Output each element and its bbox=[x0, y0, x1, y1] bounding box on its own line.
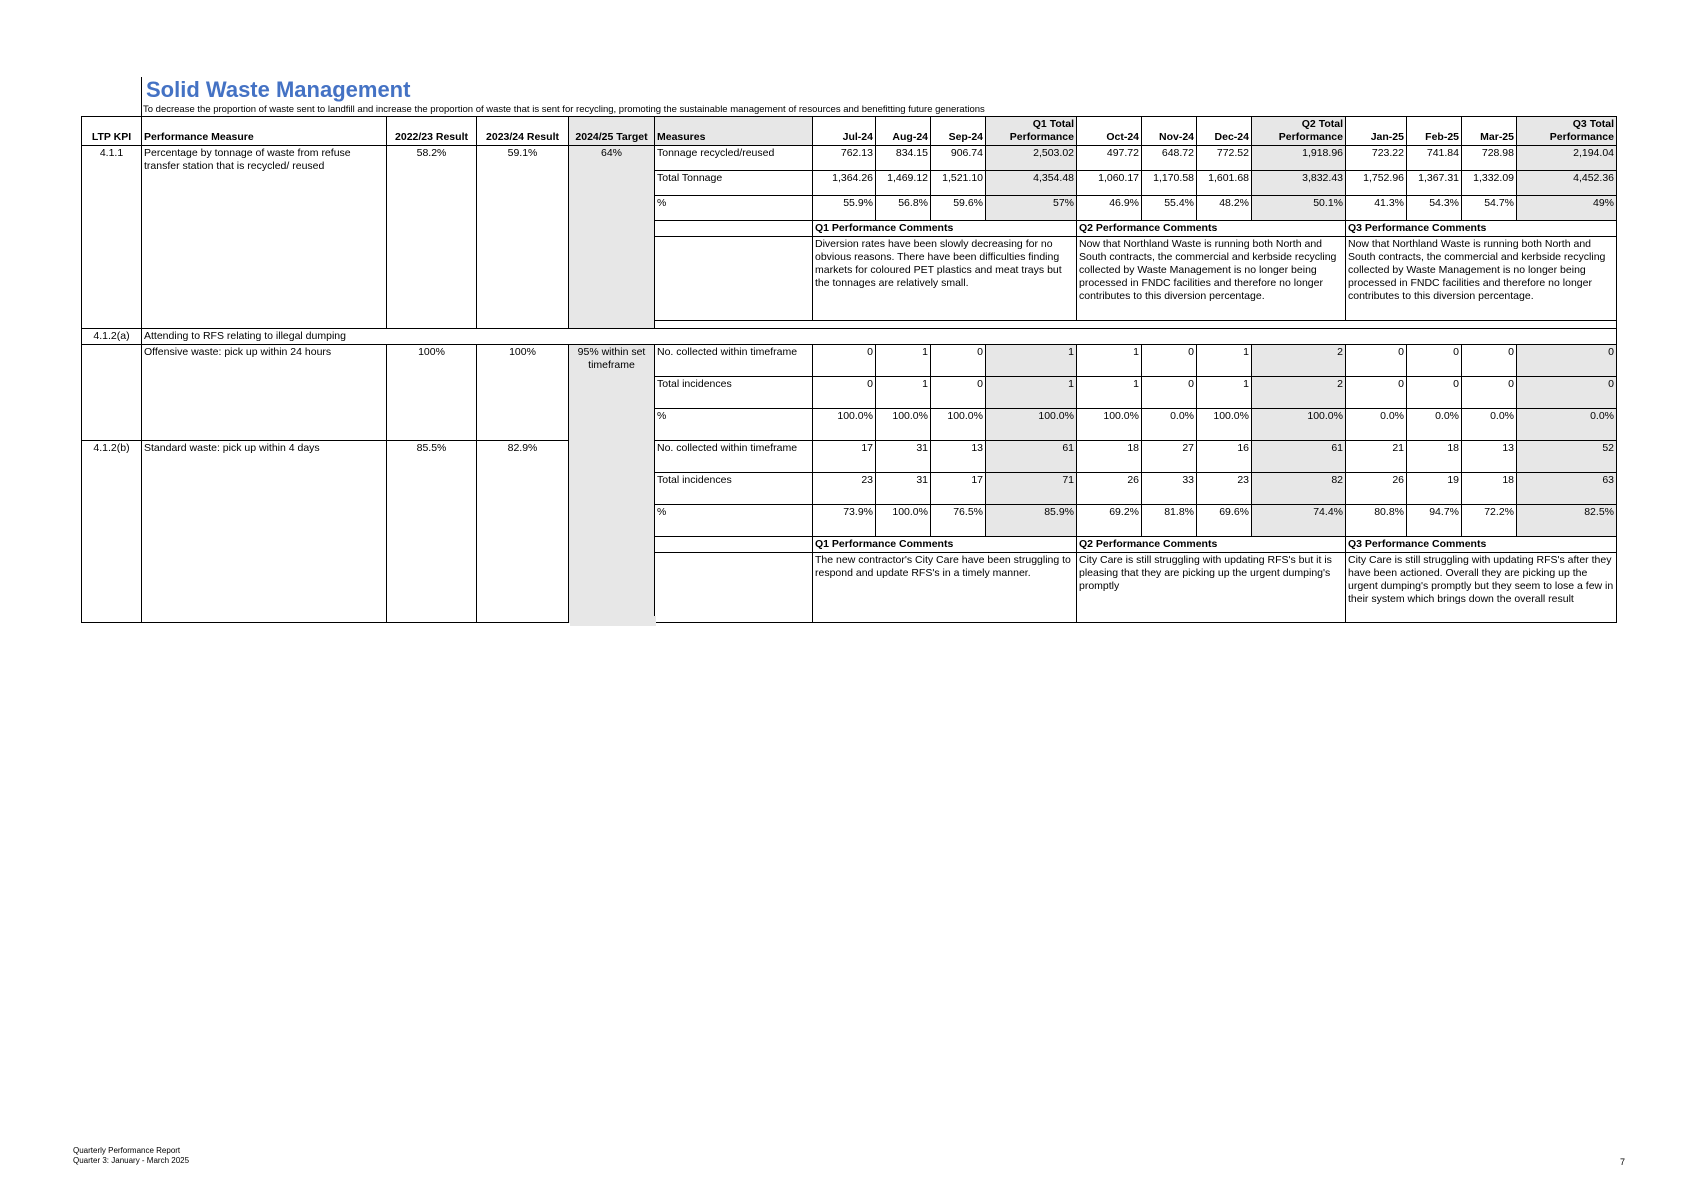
cell-value: 16 bbox=[1197, 441, 1252, 473]
cell-value: 48.2% bbox=[1197, 196, 1252, 221]
cell-value: 0 bbox=[1407, 345, 1462, 377]
cell-value: 71 bbox=[986, 473, 1077, 505]
cell-value: 61 bbox=[1252, 441, 1346, 473]
cell-value: 0.0% bbox=[1517, 409, 1617, 441]
footer-report-name: Quarterly Performance Report bbox=[73, 1146, 181, 1155]
measure-label: Tonnage recycled/reused bbox=[655, 146, 813, 171]
q2-comment: City Care is still struggling with updating RFS's but it is pleasing that they are picking up the urgent dumping's promptly bbox=[1077, 553, 1346, 623]
result-2023-24: 59.1% bbox=[477, 146, 569, 321]
cell-value: 18 bbox=[1407, 441, 1462, 473]
cell-value: 0.0% bbox=[1346, 409, 1407, 441]
cell-value: 2 bbox=[1252, 345, 1346, 377]
cell-value: 772.52 bbox=[1197, 146, 1252, 171]
cell-value: 59.6% bbox=[931, 196, 986, 221]
cell-value: 80.8% bbox=[1346, 505, 1407, 537]
kpi-measure: Offensive waste: pick up within 24 hours bbox=[142, 345, 387, 441]
cell-value: 17 bbox=[931, 473, 986, 505]
cell-value: 100.0% bbox=[1252, 409, 1346, 441]
cell-value: 0 bbox=[1462, 345, 1517, 377]
measure-spacer bbox=[655, 237, 813, 321]
cell-value: 33 bbox=[1142, 473, 1197, 505]
cell-value: 31 bbox=[876, 441, 931, 473]
page-number: 7 bbox=[1620, 1157, 1626, 1167]
cell-value: 0 bbox=[1346, 345, 1407, 377]
cell-value: 23 bbox=[813, 473, 876, 505]
col-q2-total: Q2 Total Performance bbox=[1252, 117, 1346, 146]
cell-value: 1,469.12 bbox=[876, 171, 931, 196]
cell-value: 1 bbox=[1077, 377, 1142, 409]
cell-value: 41.3% bbox=[1346, 196, 1407, 221]
cell-value: 69.6% bbox=[1197, 505, 1252, 537]
cell-value: 74.4% bbox=[1252, 505, 1346, 537]
cell-value: 0 bbox=[1407, 377, 1462, 409]
target-2024-25: 95% within set timeframe bbox=[569, 345, 655, 623]
cell-value: 1 bbox=[986, 345, 1077, 377]
cell-value: 100.0% bbox=[813, 409, 876, 441]
q1-comments-heading: Q1 Performance Comments bbox=[813, 221, 1077, 237]
cell-value: 100.0% bbox=[1077, 409, 1142, 441]
section-heading-row bbox=[82, 329, 1617, 345]
cell-value: 1 bbox=[1197, 345, 1252, 377]
cell-value: 1,060.17 bbox=[1077, 171, 1142, 196]
kpi-measure: Percentage by tonnage of waste from refuse transfer station that is recycled/ reused bbox=[142, 146, 387, 321]
cell-value: 723.22 bbox=[1346, 146, 1407, 171]
cell-value: 1,521.10 bbox=[931, 171, 986, 196]
cell-value: 1,367.31 bbox=[1407, 171, 1462, 196]
col-2024-25-target: 2024/25 Target bbox=[569, 117, 655, 146]
cell-value: 26 bbox=[1346, 473, 1407, 505]
cell-value: 26 bbox=[1077, 473, 1142, 505]
cell-value: 2 bbox=[1252, 377, 1346, 409]
cell-value: 49% bbox=[1517, 196, 1617, 221]
cell-value: 1 bbox=[876, 377, 931, 409]
cell-value: 0 bbox=[931, 345, 986, 377]
result-2023-24: 82.9% bbox=[477, 441, 569, 623]
col-aug-24: Aug-24 bbox=[876, 117, 931, 146]
cell-value: 69.2% bbox=[1077, 505, 1142, 537]
cell-value: 54.7% bbox=[1462, 196, 1517, 221]
cell-value: 61 bbox=[986, 441, 1077, 473]
cell-value: 85.9% bbox=[986, 505, 1077, 537]
cell-value: 1,170.58 bbox=[1142, 171, 1197, 196]
cell-value: 82 bbox=[1252, 473, 1346, 505]
cell-value: 27 bbox=[1142, 441, 1197, 473]
cell-value: 1,918.96 bbox=[1252, 146, 1346, 171]
cell-value: 13 bbox=[931, 441, 986, 473]
cell-value: 100.0% bbox=[931, 409, 986, 441]
cell-value: 17 bbox=[813, 441, 876, 473]
measure-spacer bbox=[655, 221, 813, 237]
cell-value: 0 bbox=[1142, 345, 1197, 377]
cell-value: 2,194.04 bbox=[1517, 146, 1617, 171]
header-row bbox=[82, 117, 1617, 146]
kpi-id: 4.1.2(a) bbox=[82, 329, 142, 345]
cell-value: 497.72 bbox=[1077, 146, 1142, 171]
cell-value: 100.0% bbox=[876, 505, 931, 537]
col-sep-24: Sep-24 bbox=[931, 117, 986, 146]
cell-value: 834.15 bbox=[876, 146, 931, 171]
col-measures: Measures bbox=[655, 117, 813, 146]
cell-value: 2,503.02 bbox=[986, 146, 1077, 171]
footer-quarter: Quarter 3: January - March 2025 bbox=[73, 1156, 190, 1165]
cell-value: 0.0% bbox=[1462, 409, 1517, 441]
col-ltp-kpi: LTP KPI bbox=[82, 117, 142, 146]
cell-value: 13 bbox=[1462, 441, 1517, 473]
measure-label: % bbox=[655, 196, 813, 221]
cell-value: 0.0% bbox=[1407, 409, 1462, 441]
cell-value: 4,452.36 bbox=[1517, 171, 1617, 196]
cell-value: 72.2% bbox=[1462, 505, 1517, 537]
cell-value: 50.1% bbox=[1252, 196, 1346, 221]
kpi-id: 4.1.2(b) bbox=[82, 441, 142, 623]
measure-spacer bbox=[655, 537, 813, 553]
measure-label: % bbox=[655, 505, 813, 537]
table-row bbox=[82, 441, 1617, 473]
cell-value: 1 bbox=[876, 345, 931, 377]
col-nov-24: Nov-24 bbox=[1142, 117, 1197, 146]
cell-value: 648.72 bbox=[1142, 146, 1197, 171]
cell-value: 0.0% bbox=[1142, 409, 1197, 441]
q3-comments-heading: Q3 Performance Comments bbox=[1346, 221, 1617, 237]
cell-value: 81.8% bbox=[1142, 505, 1197, 537]
cell-value: 906.74 bbox=[931, 146, 986, 171]
cell-value: 56.8% bbox=[876, 196, 931, 221]
col-feb-25: Feb-25 bbox=[1407, 117, 1462, 146]
result-2022-23: 100% bbox=[387, 345, 477, 441]
col-jul-24: Jul-24 bbox=[813, 117, 876, 146]
measure-label: % bbox=[655, 409, 813, 441]
kpi-measure: Standard waste: pick up within 4 days bbox=[142, 441, 387, 623]
measure-label: Total incidences bbox=[655, 377, 813, 409]
measure-spacer bbox=[655, 553, 813, 623]
q2-comment: Now that Northland Waste is running both North and South contracts, the commercial and kerbside recycling collected by Waste Management is no longer being processed in FNDC facilities and therefore no longer contributes to this diversion percentage. bbox=[1077, 237, 1346, 321]
target-2024-25: 64% bbox=[569, 146, 655, 321]
cell-value: 1 bbox=[1197, 377, 1252, 409]
cell-value: 18 bbox=[1077, 441, 1142, 473]
cell-value: 4,354.48 bbox=[986, 171, 1077, 196]
cell-value: 19 bbox=[1407, 473, 1462, 505]
cell-value: 52 bbox=[1517, 441, 1617, 473]
result-2022-23: 85.5% bbox=[387, 441, 477, 623]
measure-label: No. collected within timeframe bbox=[655, 345, 813, 377]
col-2023-24: 2023/24 Result bbox=[477, 117, 569, 146]
q3-comments-heading: Q3 Performance Comments bbox=[1346, 537, 1617, 553]
cell-value: 94.7% bbox=[1407, 505, 1462, 537]
cell-value: 1 bbox=[1077, 345, 1142, 377]
cell-value: 741.84 bbox=[1407, 146, 1462, 171]
cell-value: 18 bbox=[1462, 473, 1517, 505]
cell-value: 762.13 bbox=[813, 146, 876, 171]
cell-value: 3,832.43 bbox=[1252, 171, 1346, 196]
col-dec-24: Dec-24 bbox=[1197, 117, 1252, 146]
cell-value: 63 bbox=[1517, 473, 1617, 505]
cell-value: 73.9% bbox=[813, 505, 876, 537]
measure-label: No. collected within timeframe bbox=[655, 441, 813, 473]
cell-value: 0 bbox=[813, 377, 876, 409]
table-row bbox=[82, 146, 1617, 171]
result-2023-24: 100% bbox=[477, 345, 569, 441]
cell-value: 1 bbox=[986, 377, 1077, 409]
cell-value: 100.0% bbox=[986, 409, 1077, 441]
cell-value: 57% bbox=[986, 196, 1077, 221]
q3-comment: Now that Northland Waste is running both North and South contracts, the commercial and kerbside recycling collected by Waste Management is no longer being processed in FNDC facilities and therefore no longer contributes to this diversion percentage. bbox=[1346, 237, 1617, 321]
col-q3-total: Q3 Total Performance bbox=[1517, 117, 1617, 146]
cell-value: 46.9% bbox=[1077, 196, 1142, 221]
measure-label: Total Tonnage bbox=[655, 171, 813, 196]
target-column-tail bbox=[570, 616, 656, 626]
q2-comments-heading: Q2 Performance Comments bbox=[1077, 221, 1346, 237]
cell-value: 0 bbox=[1142, 377, 1197, 409]
q2-comments-heading: Q2 Performance Comments bbox=[1077, 537, 1346, 553]
cell-value: 0 bbox=[1517, 345, 1617, 377]
cell-value: 0 bbox=[1462, 377, 1517, 409]
cell-value: 82.5% bbox=[1517, 505, 1617, 537]
q1-comment: The new contractor's City Care have been struggling to respond and update RFS's in a timely manner. bbox=[813, 553, 1077, 623]
col-jan-25: Jan-25 bbox=[1346, 117, 1407, 146]
page-subtitle: To decrease the proportion of waste sent to landfill and increase the proportion of waste that is sent for recycling, promoting the sustainable management of resources and benefitting future generations bbox=[143, 104, 985, 115]
col-mar-25: Mar-25 bbox=[1462, 117, 1517, 146]
col-q1-total: Q1 Total Performance bbox=[986, 117, 1077, 146]
cell-value: 100.0% bbox=[876, 409, 931, 441]
title-rule bbox=[141, 77, 142, 117]
kpi-heading: Attending to RFS relating to illegal dumping bbox=[142, 329, 1617, 345]
page-title: Solid Waste Management bbox=[146, 77, 411, 102]
kpi-id: 4.1.1 bbox=[82, 146, 142, 321]
cell-value: 0 bbox=[813, 345, 876, 377]
cell-value: 55.4% bbox=[1142, 196, 1197, 221]
cell-value: 728.98 bbox=[1462, 146, 1517, 171]
cell-value: 1,332.09 bbox=[1462, 171, 1517, 196]
result-2022-23: 58.2% bbox=[387, 146, 477, 321]
q1-comment: Diversion rates have been slowly decreasing for no obvious reasons. There have been difficulties finding markets for coloured PET plastics and meat trays but the tonnages are relatively small. bbox=[813, 237, 1077, 321]
cell-value: 1,752.96 bbox=[1346, 171, 1407, 196]
q3-comment: City Care is still struggling with updating RFS's after they have been actioned. Overall they are picking up the urgent dumping's promptly but they seem to lose a few in their system which brings down the overall result bbox=[1346, 553, 1617, 623]
col-2022-23: 2022/23 Result bbox=[387, 117, 477, 146]
cell-value: 0 bbox=[1517, 377, 1617, 409]
q1-comments-heading: Q1 Performance Comments bbox=[813, 537, 1077, 553]
col-oct-24: Oct-24 bbox=[1077, 117, 1142, 146]
cell-value: 0 bbox=[1346, 377, 1407, 409]
spacer-row bbox=[82, 321, 1617, 329]
col-performance-measure: Performance Measure bbox=[142, 117, 387, 146]
cell-value: 54.3% bbox=[1407, 196, 1462, 221]
cell-value: 1,364.26 bbox=[813, 171, 876, 196]
measure-label: Total incidences bbox=[655, 473, 813, 505]
cell-value: 100.0% bbox=[1197, 409, 1252, 441]
cell-value: 1,601.68 bbox=[1197, 171, 1252, 196]
cell-value: 55.9% bbox=[813, 196, 876, 221]
cell-value: 76.5% bbox=[931, 505, 986, 537]
cell-value: 23 bbox=[1197, 473, 1252, 505]
cell-value: 31 bbox=[876, 473, 931, 505]
table-row bbox=[82, 345, 1617, 377]
cell-value: 0 bbox=[931, 377, 986, 409]
kpi-table bbox=[81, 116, 1617, 623]
cell-value: 21 bbox=[1346, 441, 1407, 473]
